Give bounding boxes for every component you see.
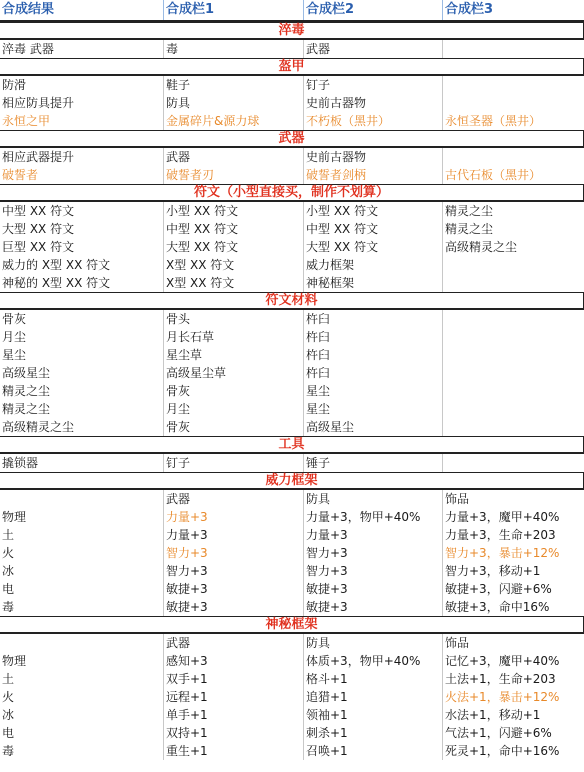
table-cell[interactable]: 精灵之尘 bbox=[442, 202, 584, 220]
table-cell[interactable]: 追猎+1 bbox=[303, 688, 442, 706]
table-cell[interactable]: 月长石草 bbox=[163, 328, 303, 346]
table-cell[interactable]: 威力框架 bbox=[303, 256, 442, 274]
table-cell[interactable]: 星尘 bbox=[2, 348, 27, 362]
table-cell[interactable]: X型 XX 符文 bbox=[163, 256, 303, 274]
table-cell[interactable]: 召唤+1 bbox=[303, 742, 442, 760]
table-cell[interactable]: 电 bbox=[2, 726, 15, 740]
table-cell[interactable]: 远程+1 bbox=[163, 688, 303, 706]
table-cell[interactable]: 小型 XX 符文 bbox=[303, 202, 442, 220]
table-cell[interactable]: 大型 XX 符文 bbox=[303, 238, 442, 256]
table-cell[interactable]: 毒 bbox=[2, 600, 15, 614]
table-cell[interactable]: 不朽板（黑井） bbox=[303, 112, 442, 130]
table-cell[interactable]: 感知+3 bbox=[163, 652, 303, 670]
table-cell[interactable]: 月尘 bbox=[163, 400, 303, 418]
sheet-body bbox=[0, 22, 584, 760]
table-row bbox=[0, 490, 584, 508]
table-cell[interactable] bbox=[442, 148, 584, 166]
table-cell[interactable]: 物理 bbox=[2, 654, 27, 668]
table-cell[interactable] bbox=[442, 274, 584, 292]
table-cell[interactable]: 力量+3，物甲+40% bbox=[303, 508, 442, 526]
table-cell[interactable]: 星尘 bbox=[303, 400, 442, 418]
table-cell[interactable]: 力量+3 bbox=[163, 526, 303, 544]
table-row bbox=[0, 670, 584, 688]
table-row bbox=[0, 634, 584, 652]
table-cell[interactable]: 锤子 bbox=[303, 454, 442, 472]
section-title[interactable]: 武器 bbox=[0, 130, 584, 148]
table-cell[interactable]: 记忆+3，魔甲+40% bbox=[442, 652, 584, 670]
table-cell[interactable]: 骨头 bbox=[163, 310, 303, 328]
table-row bbox=[0, 202, 584, 220]
table-cell[interactable] bbox=[0, 490, 163, 508]
table-cell[interactable]: 巨型 XX 符文 bbox=[2, 240, 75, 254]
table-row bbox=[0, 454, 584, 472]
table-cell[interactable] bbox=[442, 454, 584, 472]
table-cell[interactable]: 毒 bbox=[163, 40, 303, 58]
table-cell[interactable]: 古代石板（黑井） bbox=[442, 166, 584, 184]
table-cell[interactable] bbox=[442, 40, 584, 58]
table-cell[interactable]: 骨灰 bbox=[163, 418, 303, 436]
table-row bbox=[0, 112, 584, 130]
section-title[interactable]: 神秘框架 bbox=[0, 616, 584, 634]
table-cell[interactable]: 武器 bbox=[163, 148, 303, 166]
table-cell[interactable]: 土法+1，生命+203 bbox=[442, 670, 584, 688]
header-row bbox=[0, 0, 584, 22]
table-row bbox=[0, 598, 584, 616]
table-cell[interactable]: 永恒圣器（黑井） bbox=[442, 112, 584, 130]
table-cell[interactable]: 土 bbox=[2, 672, 15, 686]
table-cell[interactable]: 体质+3，物甲+40% bbox=[303, 652, 442, 670]
table-cell[interactable]: 智力+3，移动+1 bbox=[442, 562, 584, 580]
table-cell[interactable]: 星尘草 bbox=[163, 346, 303, 364]
table-cell[interactable]: 饰品 bbox=[442, 634, 584, 652]
table-cell[interactable]: 高级精灵之尘 bbox=[2, 420, 75, 434]
table-cell[interactable]: 杵臼 bbox=[303, 328, 442, 346]
table-row bbox=[0, 94, 584, 112]
table-cell[interactable]: 火 bbox=[2, 546, 15, 560]
table-cell[interactable]: 火法+1，暴击+12% bbox=[442, 688, 584, 706]
table-cell[interactable]: 敏捷+3 bbox=[163, 598, 303, 616]
table-row bbox=[0, 706, 584, 724]
table-row bbox=[0, 652, 584, 670]
table-cell[interactable]: 冰 bbox=[2, 708, 15, 722]
table-cell[interactable]: 精灵之尘 bbox=[442, 220, 584, 238]
table-cell[interactable]: 鞋子 bbox=[163, 76, 303, 94]
table-row bbox=[0, 544, 584, 562]
table-row bbox=[0, 400, 584, 418]
table-row bbox=[0, 76, 584, 94]
table-cell[interactable] bbox=[442, 400, 584, 418]
table-cell[interactable]: 刺杀+1 bbox=[303, 724, 442, 742]
table-cell[interactable]: 杵臼 bbox=[303, 310, 442, 328]
table-cell[interactable]: 力量+3 bbox=[163, 508, 303, 526]
table-cell[interactable]: 火 bbox=[2, 690, 15, 704]
table-cell[interactable]: 高级星尘草 bbox=[163, 364, 303, 382]
table-cell[interactable]: 神秘的 X型 XX 符文 bbox=[2, 276, 111, 290]
table-cell[interactable]: 饰品 bbox=[442, 490, 584, 508]
table-cell[interactable]: 精灵之尘 bbox=[2, 402, 51, 416]
header-cell-slot-3[interactable]: 合成栏3 bbox=[442, 0, 584, 20]
table-cell[interactable]: 防具 bbox=[303, 634, 442, 652]
table-cell[interactable]: 土 bbox=[2, 528, 15, 542]
table-cell[interactable]: 毒 bbox=[2, 744, 15, 758]
table-cell[interactable]: 撬锁器 bbox=[2, 456, 39, 470]
table-cell[interactable] bbox=[0, 634, 163, 652]
table-cell[interactable] bbox=[442, 382, 584, 400]
table-cell[interactable]: 格斗+1 bbox=[303, 670, 442, 688]
table-cell[interactable]: 智力+3，暴击+12% bbox=[442, 544, 584, 562]
table-row bbox=[0, 562, 584, 580]
table-cell[interactable]: 敏捷+3，闪避+6% bbox=[442, 580, 584, 598]
table-cell[interactable]: 敏捷+3 bbox=[163, 580, 303, 598]
table-row bbox=[0, 166, 584, 184]
section-title[interactable]: 工具 bbox=[0, 436, 584, 454]
table-row bbox=[0, 148, 584, 166]
table-row bbox=[0, 40, 584, 58]
table-cell[interactable]: 智力+3 bbox=[163, 544, 303, 562]
table-cell[interactable]: 小型 XX 符文 bbox=[163, 202, 303, 220]
section-title[interactable]: 符文（小型直接买，制作不划算） bbox=[0, 184, 584, 202]
table-row bbox=[0, 364, 584, 382]
table-cell[interactable]: 冰 bbox=[2, 564, 15, 578]
table-cell[interactable]: 金属碎片&源力球 bbox=[163, 112, 303, 130]
table-cell[interactable]: 武器 bbox=[163, 634, 303, 652]
table-cell[interactable]: 双持+1 bbox=[163, 724, 303, 742]
table-cell[interactable]: 高级星尘 bbox=[303, 418, 442, 436]
table-row bbox=[0, 526, 584, 544]
table-row bbox=[0, 220, 584, 238]
table-cell[interactable]: 死灵+1，命中+16% bbox=[442, 742, 584, 760]
table-cell[interactable]: 敏捷+3 bbox=[303, 598, 442, 616]
table-cell[interactable]: 破誓者 bbox=[2, 168, 39, 182]
table-cell[interactable] bbox=[442, 94, 584, 112]
table-cell[interactable]: 破誓者剑柄 bbox=[303, 166, 442, 184]
table-row bbox=[0, 382, 584, 400]
table-cell[interactable]: 高级精灵之尘 bbox=[442, 238, 584, 256]
section-title[interactable]: 符文材料 bbox=[0, 292, 584, 310]
table-row bbox=[0, 418, 584, 436]
table-cell[interactable]: X型 XX 符文 bbox=[163, 274, 303, 292]
table-row bbox=[0, 274, 584, 292]
table-cell[interactable]: 高级星尘 bbox=[2, 366, 51, 380]
table-row bbox=[0, 346, 584, 364]
table-cell[interactable] bbox=[442, 328, 584, 346]
header-cell-result[interactable]: 合成结果 bbox=[2, 2, 55, 17]
table-cell[interactable]: 史前古器物 bbox=[303, 94, 442, 112]
table-cell[interactable]: 精灵之尘 bbox=[2, 384, 51, 398]
table-row bbox=[0, 256, 584, 274]
table-cell[interactable]: 中型 XX 符文 bbox=[163, 220, 303, 238]
table-cell[interactable] bbox=[442, 310, 584, 328]
table-cell[interactable]: 中型 XX 符文 bbox=[303, 220, 442, 238]
table-cell[interactable] bbox=[442, 256, 584, 274]
table-cell[interactable] bbox=[442, 346, 584, 364]
table-cell[interactable]: 敏捷+3 bbox=[303, 580, 442, 598]
table-cell[interactable]: 星尘 bbox=[303, 382, 442, 400]
table-cell[interactable]: 骨灰 bbox=[163, 382, 303, 400]
table-cell[interactable]: 智力+3 bbox=[303, 562, 442, 580]
table-row bbox=[0, 688, 584, 706]
table-cell[interactable]: 领袖+1 bbox=[303, 706, 442, 724]
table-row bbox=[0, 328, 584, 346]
table-row bbox=[0, 508, 584, 526]
table-cell[interactable]: 神秘框架 bbox=[303, 274, 442, 292]
table-row bbox=[0, 724, 584, 742]
section-title[interactable]: 淬毒 bbox=[0, 22, 584, 40]
table-cell[interactable]: 重生+1 bbox=[163, 742, 303, 760]
table-cell[interactable]: 电 bbox=[2, 582, 15, 596]
table-cell[interactable] bbox=[442, 364, 584, 382]
table-cell[interactable]: 威力的 X型 XX 符文 bbox=[2, 258, 111, 272]
table-cell[interactable]: 相应武器提升 bbox=[2, 150, 75, 164]
table-cell[interactable]: 单手+1 bbox=[163, 706, 303, 724]
table-cell[interactable]: 敏捷+3，命中16% bbox=[442, 598, 584, 616]
table-cell[interactable]: 智力+3 bbox=[163, 562, 303, 580]
table-cell[interactable]: 双手+1 bbox=[163, 670, 303, 688]
table-cell[interactable]: 淬毒 武器 bbox=[2, 42, 54, 56]
table-cell[interactable] bbox=[442, 418, 584, 436]
table-cell[interactable]: 永恒之甲 bbox=[2, 114, 51, 128]
table-cell[interactable]: 水法+1，移动+1 bbox=[442, 706, 584, 724]
table-cell[interactable]: 防滑 bbox=[2, 78, 27, 92]
table-row bbox=[0, 238, 584, 256]
table-cell[interactable]: 力量+3，生命+203 bbox=[442, 526, 584, 544]
table-cell[interactable]: 钉子 bbox=[163, 454, 303, 472]
table-cell[interactable]: 骨灰 bbox=[2, 312, 27, 326]
section-title[interactable]: 盔甲 bbox=[0, 58, 584, 76]
table-cell[interactable]: 杵臼 bbox=[303, 346, 442, 364]
table-row bbox=[0, 742, 584, 760]
table-cell[interactable]: 气法+1，闪避+6% bbox=[442, 724, 584, 742]
table-cell[interactable]: 破誓者刃 bbox=[163, 166, 303, 184]
table-cell[interactable]: 力量+3，魔甲+40% bbox=[442, 508, 584, 526]
table-cell[interactable]: 物理 bbox=[2, 510, 27, 524]
table-cell[interactable]: 武器 bbox=[303, 40, 442, 58]
table-cell[interactable]: 智力+3 bbox=[303, 544, 442, 562]
table-cell[interactable]: 力量+3 bbox=[303, 526, 442, 544]
table-cell[interactable]: 防具 bbox=[163, 94, 303, 112]
section-title[interactable]: 威力框架 bbox=[0, 472, 584, 490]
header-cell-slot-2[interactable]: 合成栏2 bbox=[303, 0, 442, 20]
table-cell[interactable]: 防具 bbox=[303, 490, 442, 508]
table-cell[interactable]: 史前古器物 bbox=[303, 148, 442, 166]
table-cell[interactable]: 钉子 bbox=[303, 76, 442, 94]
table-cell[interactable]: 杵臼 bbox=[303, 364, 442, 382]
table-cell[interactable]: 大型 XX 符文 bbox=[163, 238, 303, 256]
table-cell[interactable]: 武器 bbox=[163, 490, 303, 508]
header-cell-slot-1[interactable]: 合成栏1 bbox=[163, 0, 303, 20]
table-cell[interactable]: 相应防具提升 bbox=[2, 96, 75, 110]
table-row bbox=[0, 580, 584, 598]
table-row bbox=[0, 310, 584, 328]
table-cell[interactable]: 中型 XX 符文 bbox=[2, 204, 75, 218]
table-cell[interactable]: 月尘 bbox=[2, 330, 27, 344]
table-cell[interactable]: 大型 XX 符文 bbox=[2, 222, 75, 236]
table-cell[interactable] bbox=[442, 76, 584, 94]
